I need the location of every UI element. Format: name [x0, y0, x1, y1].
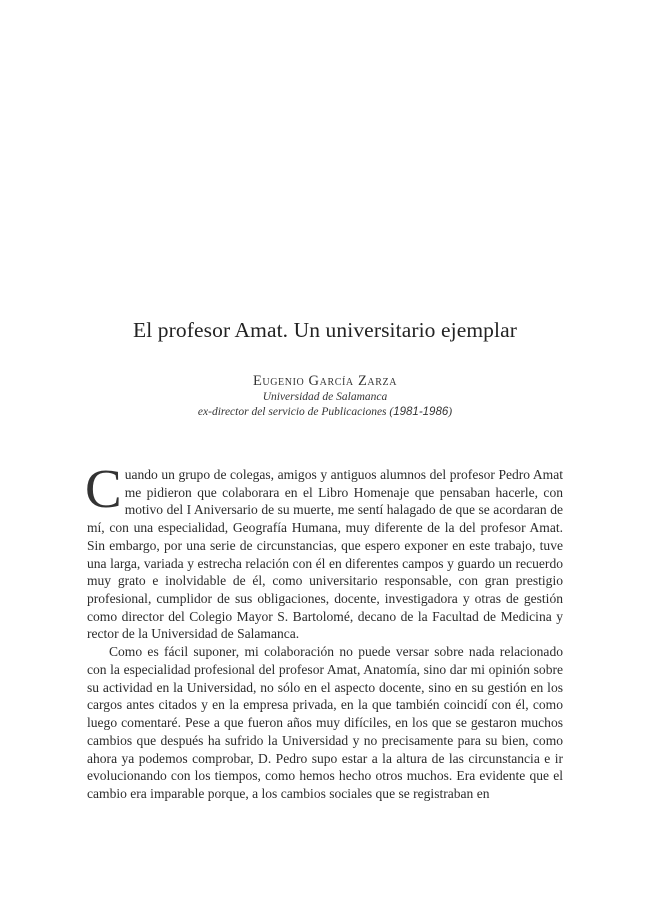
paragraph-1 — [85, 458, 563, 643]
author-name: Eugenio García Zarza — [252, 373, 398, 389]
author-affiliation: Universidad de Salamanca — [262, 391, 388, 403]
author-block — [0, 372, 650, 420]
author-role-text: ex-director del servicio de Publicaciones ( — [197, 406, 394, 418]
paragraph-2: Como es fácil suponer, mi colaboración no puede versar sobre nada relacionado con la especialidad profesional del profesor Amat, Anatomía, sino dar mi opinión sobre su actividad en la Universidad, no sólo en el aspecto docente, sino en su gestión en los cargos antes citados y en la empresa privada, en la que también coincidí con él, como luego comentaré. Pese a que fueron años muy difíciles, en los que se gestaron muchos cambios que después ha sufrido la Universidad y no precisamente para su bien, como ahora ya podemos comprobar, D. Pedro supo estar a la altura de las circunstancia e ir evolucionando con los tiempos, como hemos hecho otros muchos. Era evidente que el cambio era imparable porque, a los cambios sociales que se registraban en — [87, 644, 563, 801]
author-role-close: ) — [448, 406, 453, 418]
article-title: El profesor Amat. Un universitario ejemplar — [132, 318, 518, 342]
paragraph-1-text: uando un grupo de colegas, amigos y antiguos alumnos del profesor Pedro Amat me pidieron que colaborara en el Libro Homenaje que pensaban hacerle, con motivo del I Aniversario de su muerte, me sentí halagado de que se acordaran de mí, con una especialidad, Geografía Humana, muy diferente de la del profesor Amat. Sin embargo, por una serie de circunstancias, que espero exponer en este trabajo, tuve una larga, variada y estrecha relación con él en diferentes campos y guardo un recuerdo muy grato e inolvidable de él, como universitario responsable, con gran prestigio profesional, cumplidor de sus obligaciones, docente, investigadora y otras de gestión como director del Colegio Mayor S. Bartolomé, decano de la Facultad de Medicina y rector de la Universidad de Salamanca. — [87, 467, 563, 642]
author-role — [0, 405, 650, 420]
author-years: 1981-1986 — [393, 406, 449, 418]
drop-cap: C — [85, 458, 122, 519]
article-body — [85, 458, 563, 803]
